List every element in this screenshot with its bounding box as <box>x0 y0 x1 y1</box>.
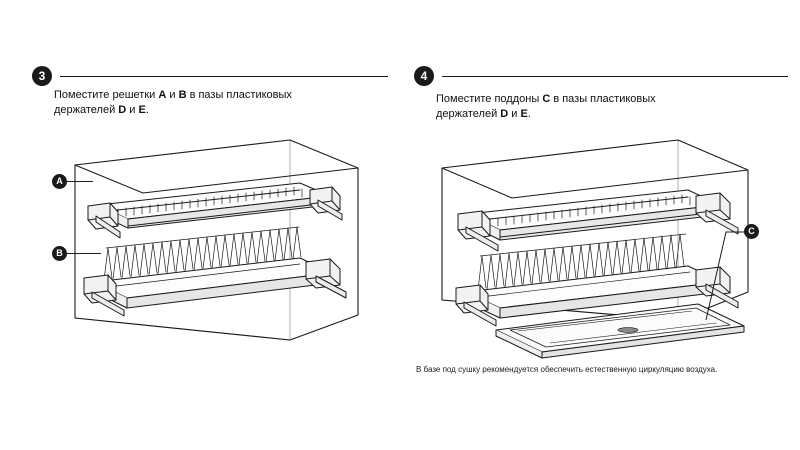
step-4-text-d: и <box>508 108 521 120</box>
callout-b: B <box>52 246 67 261</box>
step-4-text-b: в пазы пластиковых <box>550 93 656 105</box>
step-4-drawing <box>400 0 800 450</box>
step-4-text-a: Поместите поддоны <box>436 93 543 105</box>
callout-c: C <box>744 224 759 239</box>
callout-a-leader <box>67 181 93 182</box>
step-3-text-e: и <box>126 104 139 116</box>
step-3-text-d: держателей <box>54 104 119 116</box>
step-4-panel <box>400 0 800 450</box>
step-3-number: 3 <box>32 66 52 86</box>
step-3-label-a: A <box>158 89 167 101</box>
step-4-label-d: D <box>500 108 509 120</box>
callout-b-leader <box>67 253 101 254</box>
step-3-text-f: . <box>145 104 149 116</box>
step-3-text-c: в пазы пластиковых <box>186 89 292 101</box>
step-3-label-b: B <box>178 89 187 101</box>
step-4-text-c: держателей <box>436 108 501 120</box>
step-4-number: 4 <box>414 66 434 86</box>
step-3-label-d: D <box>118 104 127 116</box>
step-4-text-e: . <box>527 108 531 120</box>
step-3-text-b: и <box>166 89 179 101</box>
step-3-label-e: E <box>138 104 146 116</box>
step-4-label-c: C <box>542 93 551 105</box>
callout-a: A <box>52 174 67 189</box>
step-4-note: В базе под сушку рекомендуется обеспечить естественную циркуляцию воздуха. <box>416 365 718 374</box>
step-4-label-e: E <box>520 108 528 120</box>
step-3-text-a: Поместите решетки <box>54 89 159 101</box>
